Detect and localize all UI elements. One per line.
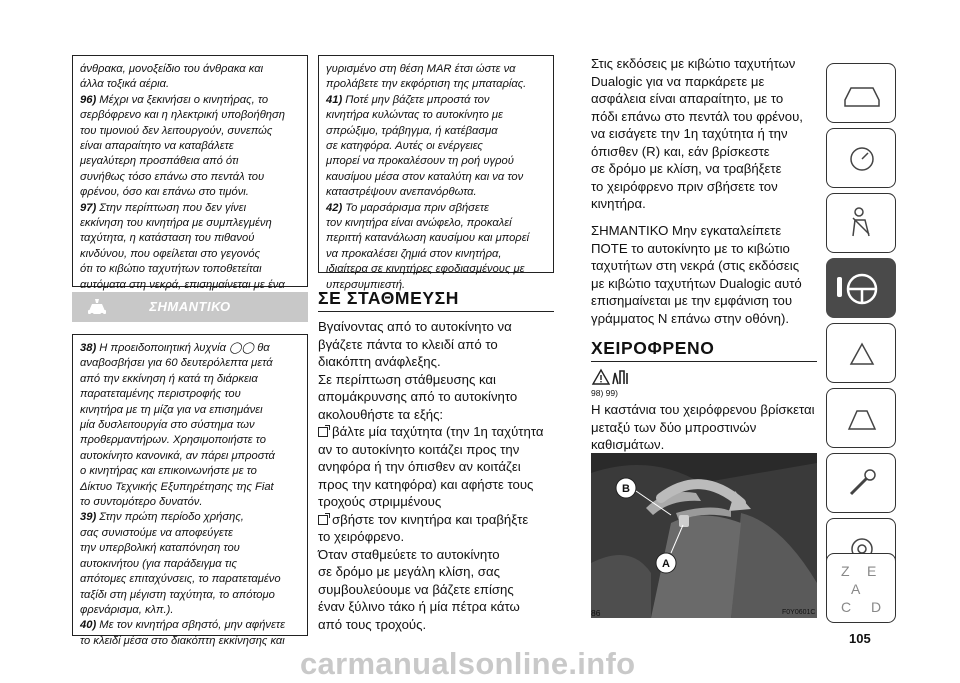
handbrake-illustration — [591, 453, 817, 618]
text-line: βάλτε μία ταχύτητα (την 1η ταχύτητα — [332, 424, 544, 439]
item-number: 39) — [80, 511, 97, 524]
text-line: γράμματος N επάνω στην οθόνη). — [591, 310, 789, 326]
notice-title: ΣΗΜΑΝΤΙΚΟ — [149, 299, 231, 314]
figure-number: 86 — [591, 608, 601, 618]
handbrake-section-title: ΧΕΙΡΟΦΡΕΝΟ — [591, 338, 715, 358]
text-line: Μέχρι να ξεκινήσει ο κινητήρας, το — [96, 93, 269, 106]
text-line: ταξίδι στη μέγιστη ταχύτητα, το απότομο — [80, 588, 275, 601]
text-line: είναι απαραίτητο να καταβάλετε — [80, 140, 234, 153]
text-line: μεταξύ των δύο μπροστινών — [591, 419, 757, 435]
dashboard-icon — [827, 129, 897, 189]
section-divider — [591, 361, 817, 362]
note-item-42 — [326, 201, 546, 293]
emergency-icon — [827, 389, 897, 449]
page-number: 105 — [849, 631, 871, 646]
text-line: του τιμονιού δεν λειτουργούν, συνεπώς — [80, 124, 273, 137]
text-line: να προκαλέσει ζημιά στον κινητήρα, — [326, 247, 502, 260]
text-line: αυτοκινήτου (για παράδειγμα τις — [80, 557, 237, 570]
text-line: Με τον κινητήρα σβηστό, μην αφήνετε — [96, 619, 286, 632]
steering-wheel-icon — [827, 259, 897, 319]
intro-lines — [80, 62, 300, 93]
section-divider — [318, 311, 554, 312]
continued-warnings-box — [72, 55, 308, 291]
text-line: πόδι επάνω στο πεντάλ του φρένου, — [591, 108, 803, 124]
text-line: αν το αυτοκίνητο κοιτάζει προς την — [318, 441, 520, 457]
text-line: μπορεί να προκαλέσουν τη ροή υγρού — [326, 155, 514, 168]
text-line: προς την κατηφόρα) και αφήστε τους — [318, 476, 534, 492]
warning-lights-icon — [827, 324, 897, 384]
item-number: 97) — [80, 201, 97, 214]
item-number: 96) — [80, 93, 97, 106]
text-line: απότομες επιταχύνσεις, το παρατεταμένο — [80, 573, 281, 586]
text-line: συνήθως τόσο επάνω στο πεντάλ του — [80, 170, 265, 183]
item-number: 42) — [326, 201, 343, 214]
side-tab-car-icon[interactable] — [826, 63, 896, 123]
text-line: σας συνιστούμε να αποφεύγετε — [80, 526, 233, 539]
svg-text:E: E — [867, 563, 877, 579]
note-item-41 — [326, 93, 546, 201]
text-line: ΠΟΤΕ το αυτοκίνητο με το κιβώτιο — [591, 240, 790, 256]
text-line: Στις εκδόσεις με κιβώτιο ταχυτήτων — [591, 56, 796, 71]
text-line: αυτόματα στη νεκρά, επισημαίνεται με ένα — [80, 278, 285, 291]
wrench-icon — [827, 454, 897, 514]
text-line: από την εκκίνηση ή κατά τη διάρκεια — [80, 372, 258, 385]
side-tab-index[interactable] — [826, 553, 896, 623]
text-line: Βγαίνοντας από το αυτοκίνητο να — [318, 319, 512, 334]
handbrake-figure — [591, 453, 817, 618]
text-line: κινδύνου, που οφείλεται στο γεγονός — [80, 247, 261, 260]
checkbox-bullet-icon — [318, 515, 328, 525]
text-line: Η καστάνια του χειρόφρενου βρίσκεται — [591, 402, 815, 417]
text-line: Dualogic για να παρκάρετε με — [591, 73, 765, 89]
text-line: το κλειδί μέσα στο διακόπτη εκκίνησης και — [80, 634, 285, 647]
text-line: γυρισμένο στη θέση MAR έτσι ώστε να — [326, 63, 516, 75]
note-item-38 — [80, 341, 300, 510]
handbrake-refs: 98) 99) — [591, 388, 618, 398]
text-line: σερβόφρενο και η ηλεκτρική υποβοήθηση — [80, 109, 285, 122]
text-line: απομάκρυνσης από το αυτοκίνητο — [318, 389, 518, 404]
side-tab-emergency[interactable] — [826, 388, 896, 448]
text-line: περιττή κατανάλωση καυσίμου και μπορεί — [326, 232, 530, 245]
text-line: παρατεταμένης περιστροφής του — [80, 388, 241, 401]
text-line: υπερσυμπιεστή. — [326, 278, 406, 291]
parking-section-title: ΣΕ ΣΤΑΘΜΕΥΣΗ — [318, 288, 459, 308]
text-line: σπρώξιμο, τράβηγμα, ή κατέβασμα — [326, 124, 498, 137]
bullet-item — [318, 423, 558, 511]
text-line: καυσίμου μέσα στον καταλύτη και να τον — [326, 170, 524, 183]
text-line: σε δρόμο με κλίση, να τραβήξετε — [591, 161, 782, 176]
important-notice-banner — [72, 292, 308, 322]
text-line: καθισμάτων. — [591, 437, 665, 452]
text-line: ΣΗΜΑΝΤΙΚΟ Μην εγκαταλείπετε — [591, 223, 782, 238]
text-line: Όταν σταθμεύετε το αυτοκίνητο — [318, 546, 500, 562]
text-line: Το μαρσάρισμα πριν σβήσετε — [342, 201, 489, 214]
svg-text:A: A — [851, 581, 861, 597]
text-line: προλάβετε την εκφόρτιση της μπαταρίας. — [326, 78, 527, 91]
text-line: να εισάγετε την 1η ταχύτητα ή την — [591, 126, 788, 141]
text-line: κινητήρα κυλώντας το αυτοκίνητο με — [326, 109, 503, 122]
text-line: Στην περίπτωση που δεν γίνει — [96, 201, 247, 214]
svg-text:D: D — [871, 599, 882, 615]
text-line: ότι το κιβώτιο ταχυτήτων τοποθετείται — [80, 263, 262, 276]
side-tab-warning[interactable] — [826, 323, 896, 383]
text-line: το χειρόφρενο πριν σβήσετε τον — [591, 178, 778, 194]
text-line: όπισθεν (R) και, εάν βρίσκεστε — [591, 143, 770, 159]
warning-triangle-icon — [591, 367, 631, 387]
text-line: ταχυτήτων στη νεκρά (στις εκδόσεις — [591, 258, 800, 273]
text-line: φρενάρισμα, κλπ.). — [80, 603, 174, 616]
text-line: αυτοκίνητο κανονικά, αν πάρει μπροστά — [80, 449, 275, 462]
side-tab-dashboard[interactable] — [826, 128, 896, 188]
text-line: προθερμαντήρων. Χρησιμοποιήστε το — [80, 434, 266, 447]
label-b: B — [622, 483, 630, 495]
bullet-item — [318, 511, 558, 546]
text-line: βγάζετε πάντα το κλειδί από το — [318, 336, 498, 352]
item-number: 41) — [326, 93, 343, 106]
text-line: Ποτέ μην βάζετε μπροστά τον — [342, 93, 490, 106]
side-tab-safety[interactable] — [826, 193, 896, 253]
dualogic-paragraph — [591, 55, 821, 213]
side-tab-starting-driving[interactable] — [826, 258, 896, 318]
side-tab-maintenance[interactable] — [826, 453, 896, 513]
text-line: τροχούς στριμμένους — [318, 494, 442, 509]
text-line: ο κινητήρας και επικοινωνήστε με το — [80, 465, 257, 478]
text-line: ασφάλεια είναι απαραίτητο, με το — [591, 91, 784, 106]
watermark: carmanualsonline.info — [300, 646, 636, 681]
text-line: σε κατηφόρα. Αυτές οι ενέργειες — [326, 140, 483, 153]
text-line: Η προειδοποιητική λυχνία ◯◯ θα — [96, 342, 270, 354]
text-line: Δίκτυο Τεχνικής Εξυπηρέτησης της Fiat — [80, 480, 274, 493]
text-line: ταχύτητα, η κατάσταση του πιθανού — [80, 232, 255, 245]
note-item-39 — [80, 510, 300, 618]
text-line: μεγαλύτερη προσπάθεια από ότι — [80, 155, 239, 168]
continued-notes-box — [318, 55, 554, 291]
text-line: Σε περίπτωση στάθμευσης και — [318, 371, 496, 387]
svg-text:Z: Z — [841, 563, 850, 579]
note-item-40 — [80, 618, 300, 649]
warning-item-96 — [80, 93, 300, 201]
label-a: A — [662, 558, 670, 570]
text-line: αναβοσβήσει για 60 δευτερόλεπτα μετά — [80, 357, 273, 370]
text-line: διακόπτη ανάφλεξης. — [318, 354, 441, 369]
text-line: ανηφόρα ή την όπισθεν αν κοιτάζει — [318, 459, 521, 474]
important-paragraph — [591, 222, 821, 327]
text-line: φρένου, όσο και επάνω στο τιμόνι. — [80, 186, 249, 199]
text-line: συμβουλεύουμε να βάζετε επίσης — [318, 581, 514, 597]
text-line: σε δρόμο με μεγάλη κλίση, σας — [318, 564, 500, 579]
text-line: ακολουθήστε τα εξής: — [318, 406, 444, 422]
text-line: σβήστε τον κινητήρα και τραβήξτε — [332, 511, 529, 527]
text-line: Στην πρώτη περίοδο χρήσης, — [96, 511, 244, 524]
text-line: με κιβώτιο ταχυτήτων Dualogic αυτό — [591, 275, 802, 291]
text-line: κινητήρα με τη μίζα για να επισημάνει — [80, 403, 263, 416]
text-line: κινητήρα. — [591, 196, 646, 211]
text-line: την υπερβολική καταπόνηση του — [80, 542, 240, 555]
text-line: το χειρόφρενο. — [318, 529, 405, 544]
handbrake-body — [591, 401, 827, 454]
text-line: ιδιαίτερα σε κινητήρες εφοδιασμένους με — [326, 263, 525, 276]
svg-text:C: C — [841, 599, 852, 615]
item-number: 40) — [80, 619, 97, 632]
text-line: άνθρακα, μονοξείδιο του άνθρακα και — [80, 63, 264, 75]
text-line: τον κινητήρα είναι ανώφελο, προκαλεί — [326, 217, 512, 230]
item-number: 38) — [80, 342, 97, 354]
text-line: από τους τροχούς. — [318, 616, 427, 632]
index-letters-icon — [827, 554, 897, 624]
text-line: επισημαίνεται με την εμφάνιση του — [591, 293, 793, 308]
parking-body — [318, 318, 558, 633]
text-line: άλλα τοξικά αέρια. — [80, 78, 170, 91]
text-line: έναν ξύλινο τάκο ή μία πέτρα κάτω — [318, 599, 520, 614]
text-line: το συντομότερο δυνατόν. — [80, 496, 203, 509]
checkbox-bullet-icon — [318, 427, 328, 437]
text-line: καταστρέψουν ανεπανόρθωτα. — [326, 186, 477, 199]
text-line: μία δυσλειτουργία στο σύστημα των — [80, 419, 255, 432]
seatbelt-icon — [827, 194, 897, 254]
important-notes-box — [72, 334, 308, 647]
car-outline-icon — [827, 64, 897, 124]
figure-code: F0Y0601C — [782, 609, 816, 616]
text-line: εκκίνηση του κινητήρα με συμπλεγμένη — [80, 217, 272, 230]
